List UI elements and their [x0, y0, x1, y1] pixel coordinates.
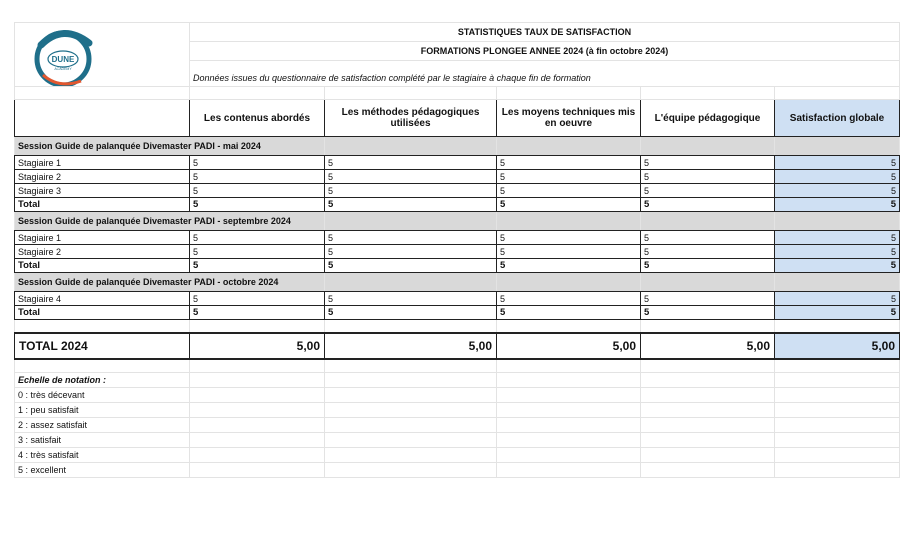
total-label: Total: [15, 306, 190, 320]
logo-sub-text: ACADEMY: [54, 67, 72, 71]
table-row: [15, 156, 900, 170]
session-header-row: [15, 137, 900, 156]
spacer-cell: [190, 359, 325, 373]
grand-total-cell: 5,00: [497, 333, 641, 359]
empty-cell: [325, 448, 497, 463]
empty-cell: [775, 388, 900, 403]
scale-title: Echelle de notation :: [15, 373, 190, 388]
session-fill-cell: [775, 137, 900, 156]
spacer-cell: [641, 320, 775, 334]
logo-brand-text: DUNE: [51, 55, 75, 64]
empty-cell: [775, 433, 900, 448]
spacer-cell: [775, 320, 900, 334]
scale-row: [15, 433, 900, 448]
spacer-cell: [325, 320, 497, 334]
table-row: [15, 170, 900, 184]
page-title: STATISTIQUES TAUX DE SATISFACTION: [190, 23, 900, 42]
empty-cell: [497, 418, 641, 433]
total-cell: 5: [641, 306, 775, 320]
empty-cell: [641, 448, 775, 463]
empty-cell: [641, 418, 775, 433]
global-score-cell: 5: [775, 245, 900, 259]
column-header-global: Satisfaction globale: [775, 100, 900, 137]
spacer-cell: [775, 359, 900, 373]
score-cell: 5: [497, 156, 641, 170]
total-cell: 5: [190, 259, 325, 273]
trainee-label: Stagiaire 4: [15, 292, 190, 306]
empty-cell: [190, 418, 325, 433]
empty-cell: [190, 403, 325, 418]
column-header-row: [15, 100, 900, 137]
source-note: Données issues du questionnaire de satisfaction complété par le stagiaire à chaque fin de formation: [190, 61, 900, 87]
trainee-label: Stagiaire 1: [15, 231, 190, 245]
session-title: Session Guide de palanquée Divemaster PADI - octobre 2024: [15, 273, 325, 292]
empty-cell: [641, 463, 775, 478]
session-fill-cell: [325, 137, 497, 156]
score-cell: 5: [325, 156, 497, 170]
empty-cell: [190, 448, 325, 463]
page-subtitle: FORMATIONS PLONGEE ANNEE 2024 (à fin octobre 2024): [190, 42, 900, 61]
score-cell: 5: [497, 245, 641, 259]
spacer-cell: [325, 359, 497, 373]
scale-row: [15, 448, 900, 463]
total-cell: 5: [641, 198, 775, 212]
score-cell: 5: [641, 245, 775, 259]
grand-total-global-cell: 5,00: [775, 333, 900, 359]
empty-cell: [497, 448, 641, 463]
session-fill-cell: [641, 137, 775, 156]
session-fill-cell: [641, 212, 775, 231]
spacer-cell: [15, 320, 190, 334]
total-label: Total: [15, 198, 190, 212]
scale-row: [15, 403, 900, 418]
empty-cell: [775, 403, 900, 418]
session-fill-cell: [775, 273, 900, 292]
score-cell: 5: [190, 170, 325, 184]
total-cell: 5: [190, 306, 325, 320]
empty-cell: [497, 463, 641, 478]
session-total-row: [15, 306, 900, 320]
score-cell: 5: [325, 231, 497, 245]
trainee-label: Stagiaire 2: [15, 245, 190, 259]
trainee-label: Stagiaire 2: [15, 170, 190, 184]
scale-item: 0 : très décevant: [15, 388, 190, 403]
empty-cell: [497, 388, 641, 403]
global-score-cell: 5: [775, 231, 900, 245]
total-cell: 5: [325, 306, 497, 320]
spacer-cell: [497, 359, 641, 373]
session-total-row: [15, 259, 900, 273]
trainee-label: Stagiaire 1: [15, 156, 190, 170]
empty-cell: [190, 463, 325, 478]
global-score-cell: 5: [775, 184, 900, 198]
scale-row: [15, 388, 900, 403]
scale-item: 5 : excellent: [15, 463, 190, 478]
spacer-cell: [15, 359, 190, 373]
empty-cell: [641, 403, 775, 418]
satisfaction-table: [14, 22, 900, 478]
empty-cell: [325, 463, 497, 478]
scale-item: 4 : très satisfait: [15, 448, 190, 463]
session-title: Session Guide de palanquée Divemaster PADI - mai 2024: [15, 137, 325, 156]
empty-cell: [641, 433, 775, 448]
empty-cell: [497, 403, 641, 418]
total-global-cell: 5: [775, 306, 900, 320]
empty-cell: [775, 418, 900, 433]
score-cell: 5: [641, 184, 775, 198]
empty-cell: [497, 433, 641, 448]
grand-total-row: [15, 333, 900, 359]
empty-cell: [190, 388, 325, 403]
global-score-cell: 5: [775, 156, 900, 170]
empty-cell: [325, 433, 497, 448]
session-fill-cell: [497, 212, 641, 231]
header-blank: [15, 100, 190, 137]
scale-item: 1 : peu satisfait: [15, 403, 190, 418]
session-header-row: [15, 212, 900, 231]
score-cell: 5: [325, 245, 497, 259]
table-row: [15, 245, 900, 259]
column-header: Les contenus abordés: [190, 100, 325, 137]
empty-cell: [325, 388, 497, 403]
column-header: Les méthodes pédagogiques utilisées: [325, 100, 497, 137]
score-cell: 5: [497, 231, 641, 245]
total-cell: 5: [497, 198, 641, 212]
score-cell: 5: [641, 231, 775, 245]
session-fill-cell: [325, 212, 497, 231]
table-row: [15, 184, 900, 198]
empty-cell: [775, 373, 900, 388]
grand-total-cell: 5,00: [190, 333, 325, 359]
table-row: [15, 292, 900, 306]
total-cell: 5: [641, 259, 775, 273]
grand-total-label: TOTAL 2024: [15, 333, 190, 359]
score-cell: 5: [497, 292, 641, 306]
scale-item: 3 : satisfait: [15, 433, 190, 448]
empty-cell: [190, 433, 325, 448]
spacer-cell: [641, 359, 775, 373]
total-cell: 5: [497, 306, 641, 320]
column-header: L'équipe pédagogique: [641, 100, 775, 137]
grand-total-cell: 5,00: [325, 333, 497, 359]
total-cell: 5: [325, 259, 497, 273]
score-cell: 5: [325, 184, 497, 198]
score-cell: 5: [190, 292, 325, 306]
empty-cell: [190, 373, 325, 388]
empty-cell: [775, 463, 900, 478]
total-cell: 5: [325, 198, 497, 212]
score-cell: 5: [190, 156, 325, 170]
scale-item: 2 : assez satisfait: [15, 418, 190, 433]
session-fill-cell: [775, 212, 900, 231]
spacer-cell: [497, 320, 641, 334]
score-cell: 5: [190, 245, 325, 259]
total-label: Total: [15, 259, 190, 273]
score-cell: 5: [497, 184, 641, 198]
empty-cell: [641, 373, 775, 388]
session-header-row: [15, 273, 900, 292]
score-cell: 5: [190, 184, 325, 198]
total-cell: 5: [190, 198, 325, 212]
empty-cell: [641, 388, 775, 403]
score-cell: 5: [641, 156, 775, 170]
total-global-cell: 5: [775, 259, 900, 273]
empty-cell: [497, 373, 641, 388]
trainee-label: Stagiaire 3: [15, 184, 190, 198]
session-fill-cell: [497, 273, 641, 292]
score-cell: 5: [190, 231, 325, 245]
logo-cell: [15, 23, 190, 87]
session-fill-cell: [325, 273, 497, 292]
spreadsheet: [14, 22, 899, 478]
score-cell: 5: [325, 292, 497, 306]
session-fill-cell: [641, 273, 775, 292]
empty-cell: [775, 448, 900, 463]
total-global-cell: 5: [775, 198, 900, 212]
spacer-cell: [190, 320, 325, 334]
score-cell: 5: [641, 292, 775, 306]
session-fill-cell: [497, 137, 641, 156]
score-cell: 5: [497, 170, 641, 184]
session-title: Session Guide de palanquée Divemaster PADI - septembre 2024: [15, 212, 325, 231]
session-total-row: [15, 198, 900, 212]
global-score-cell: 5: [775, 292, 900, 306]
score-cell: 5: [641, 170, 775, 184]
scale-row: [15, 418, 900, 433]
global-score-cell: 5: [775, 170, 900, 184]
column-header: Les moyens techniques mis en oeuvre: [497, 100, 641, 137]
empty-cell: [325, 418, 497, 433]
score-cell: 5: [325, 170, 497, 184]
table-row: [15, 231, 900, 245]
grand-total-cell: 5,00: [641, 333, 775, 359]
total-cell: 5: [497, 259, 641, 273]
empty-cell: [325, 403, 497, 418]
empty-cell: [325, 373, 497, 388]
scale-row: [15, 463, 900, 478]
dune-academy-logo: [29, 25, 103, 87]
